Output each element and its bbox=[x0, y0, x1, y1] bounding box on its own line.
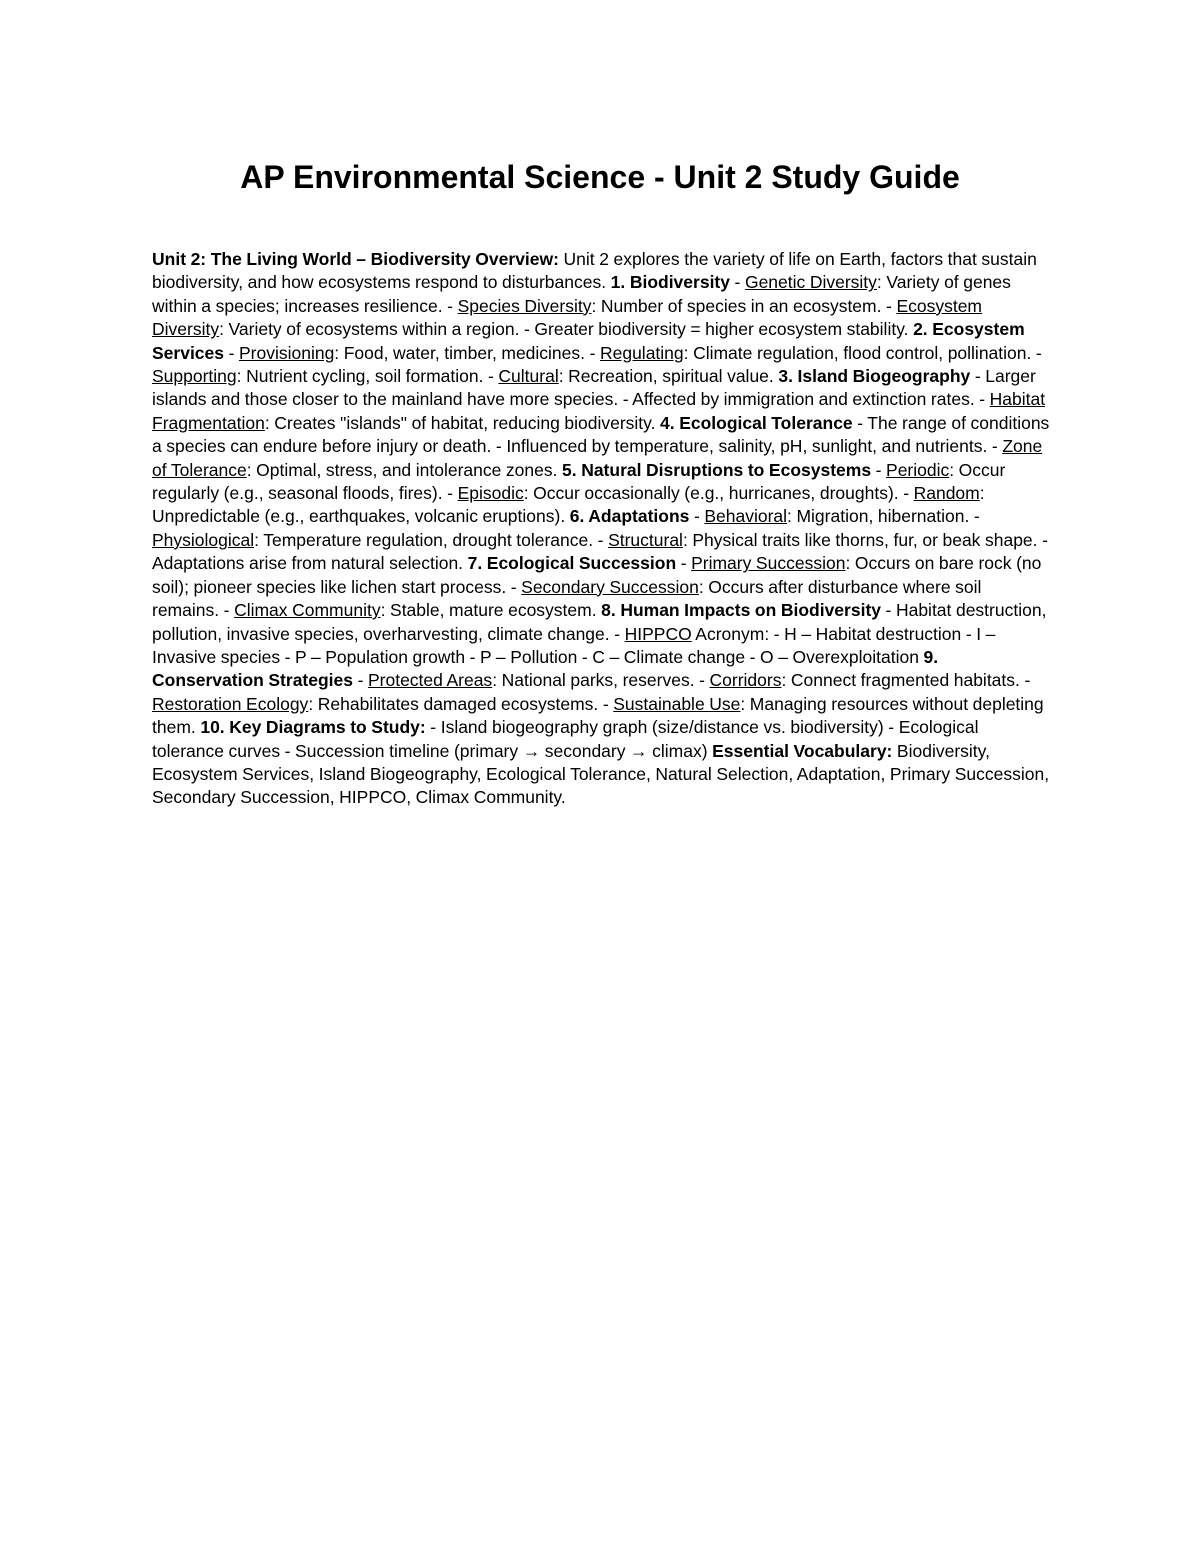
body-text-run: : Rehabilitates damaged ecosystems. - bbox=[308, 693, 614, 714]
body-text-run: : Stable, mature ecosystem. bbox=[380, 600, 602, 621]
section-heading: 5. Natural Disruptions to Ecosystems bbox=[562, 459, 872, 480]
body-text-run: : Unpredictable (e.g., earthquakes, volcanic eruptions). bbox=[152, 483, 985, 527]
key-term: Behavioral bbox=[704, 506, 788, 527]
body-text-run: - The range of conditions a species can endure before injury or death. - Influenced by temperature, salinity, pH, sunlight, and nutrients. - bbox=[152, 412, 1050, 457]
body-text-run: - bbox=[353, 670, 368, 691]
body-text-run: : Occur regularly (e.g., seasonal floods, fires). - bbox=[152, 459, 1006, 504]
key-term: Ecosystem Diversity bbox=[152, 295, 983, 340]
key-term: Zone of Tolerance bbox=[152, 436, 1043, 480]
body-text-run: Unit 2 explores the variety of life on Earth, factors that sustain biodiversity, and how ecosystems respond to disturbances. bbox=[152, 249, 1037, 293]
key-term: Species Diversity bbox=[457, 295, 592, 316]
section-heading: 7. Ecological Succession bbox=[467, 553, 677, 574]
key-term: Cultural bbox=[498, 366, 559, 387]
key-term: Genetic Diversity bbox=[744, 272, 877, 293]
section-heading: Essential Vocabulary: bbox=[712, 740, 893, 761]
body-text-run: : Creates "islands" of habitat, reducing biodiversity. bbox=[264, 412, 661, 433]
document-title: AP Environmental Science - Unit 2 Study Guide bbox=[240, 159, 960, 195]
body-text-run: Biodiversity, Ecosystem Services, Island Biogeography, Ecological Tolerance, Natural Selection, Adaptation, Primary Succession, Secondary Succession, HIPPCO, Climax Community. bbox=[152, 740, 1050, 808]
body-text-run: - bbox=[730, 272, 745, 293]
body-text-run: : Migration, hibernation. - bbox=[787, 506, 980, 527]
body-text-run: Acronym: - H – Habitat destruction - I – Invasive species - P – Population growth - P – Pollution - C – Climate change - O – Overexploitation bbox=[152, 623, 996, 667]
body-text-run: : Variety of genes within a species; increases resilience. - bbox=[152, 272, 1011, 316]
key-term: Regulating bbox=[599, 342, 684, 363]
body-text-run: : Recreation, spiritual value. bbox=[558, 366, 779, 387]
body-text-run: - Island biogeography graph (size/distance vs. biodiversity) - Ecological tolerance curves - Succession timeline (primary → secondary → climax) bbox=[152, 717, 979, 761]
section-heading: 4. Ecological Tolerance bbox=[660, 412, 853, 433]
body-text-run: : Temperature regulation, drought tolerance. - bbox=[254, 529, 609, 550]
key-term: Physiological bbox=[152, 529, 255, 550]
key-term: Random bbox=[913, 483, 980, 504]
body-text-run: : National parks, reserves. - bbox=[492, 670, 710, 691]
body-text-run: - bbox=[871, 459, 887, 480]
section-heading: 2. Ecosystem Services bbox=[152, 319, 1025, 363]
section-heading: Unit 2: The Living World – Biodiversity Overview: bbox=[152, 249, 559, 269]
body-text-run: : Number of species in an ecosystem. - bbox=[591, 295, 897, 316]
body-text-run: - Larger islands and those closer to the mainland have more species. - Affected by immigration and extinction rates. - bbox=[152, 366, 1036, 410]
body-text-run: - bbox=[689, 506, 705, 527]
section-heading: 6. Adaptations bbox=[569, 506, 690, 527]
body-text-run: - bbox=[676, 553, 692, 574]
study-guide-body bbox=[152, 248, 1052, 810]
key-term: Restoration Ecology bbox=[152, 693, 309, 714]
key-term: Primary Succession bbox=[691, 553, 846, 574]
body-text-run: : Nutrient cycling, soil formation. - bbox=[236, 366, 499, 387]
section-heading: 3. Island Biogeography bbox=[778, 366, 971, 387]
key-term: Sustainable Use bbox=[613, 693, 741, 714]
section-heading: 9. Conservation Strategies bbox=[152, 646, 939, 691]
body-text-run: - Habitat destruction, pollution, invasive species, overharvesting, climate change. - bbox=[152, 600, 1047, 644]
key-term: Protected Areas bbox=[367, 670, 493, 691]
section-heading: 8. Human Impacts on Biodiversity bbox=[601, 600, 881, 621]
key-term: Episodic bbox=[457, 483, 524, 504]
section-heading: 1. Biodiversity bbox=[610, 272, 730, 293]
key-term: Structural bbox=[608, 529, 683, 550]
key-term: Climax Community bbox=[234, 600, 381, 621]
body-text-run: : Climate regulation, flood control, pollination. - bbox=[683, 342, 1042, 363]
body-text-run: : Occurs on bare rock (no soil); pioneer species like lichen start process. - bbox=[152, 553, 1042, 597]
body-text-run: : Connect fragmented habitats. - bbox=[781, 670, 1031, 691]
key-term: Supporting bbox=[152, 366, 237, 387]
body-text-run: : Occur occasionally (e.g., hurricanes, droughts). - bbox=[523, 483, 914, 504]
body-text-run: : Optimal, stress, and intolerance zones. bbox=[246, 459, 563, 480]
key-term: Periodic bbox=[886, 459, 950, 480]
body-text-run: : Occurs after disturbance where soil remains. - bbox=[152, 576, 982, 621]
key-term: Provisioning bbox=[238, 342, 335, 363]
body-text-run: - bbox=[224, 342, 239, 363]
body-text-run: : Variety of ecosystems within a region. - Greater biodiversity = higher ecosystem stability. bbox=[219, 319, 914, 340]
key-term: Corridors bbox=[709, 670, 782, 691]
section-heading: 10. Key Diagrams to Study: bbox=[200, 717, 426, 738]
body-text-run: : Managing resources without depleting them. bbox=[152, 693, 1044, 738]
body-text-run: : Food, water, timber, medicines. - bbox=[334, 342, 600, 363]
body-text-run: : Physical traits like thorns, fur, or beak shape. - Adaptations arise from natural selection. bbox=[152, 529, 1048, 574]
key-term: HIPPCO bbox=[624, 623, 692, 644]
key-term: Secondary Succession bbox=[521, 576, 699, 597]
key-term: Habitat Fragmentation bbox=[152, 389, 1046, 433]
